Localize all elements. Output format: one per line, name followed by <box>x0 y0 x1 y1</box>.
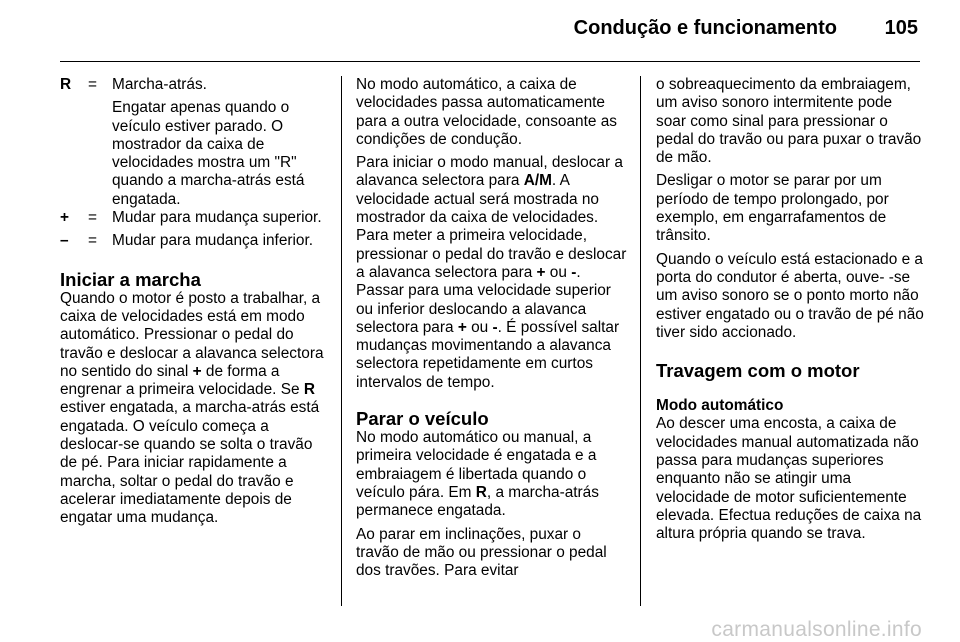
page-number: 105 <box>884 17 918 39</box>
stop-paragraph: No modo automático ou manual, a primeira velocidade é engatada e a embraiagem é libertada quando o veículo pára. Em R, a marcha-atrás permanece engatada. <box>356 429 599 520</box>
heading-start: Iniciar a marcha <box>60 268 201 290</box>
key-symbol: + <box>60 209 69 227</box>
key-equals: = <box>88 76 97 93</box>
start-paragraph: Quando o motor é posto a trabalhar, a caixa de velocidades está em modo automático. Pressionar o pedal do travão e deslocar a alavanca selectora no sentido do sinal + de forma a engrenar a primeira velocidade. Se R estiver engatada, a marcha-atrás está engatada. O veículo começa a deslocar-se quando se solta o travão de pé. Para iniciar rapidamente a marcha, soltar o pedal do travão e acelerar imediatamente depois de engatar uma mudança. <box>60 289 324 527</box>
column-2 <box>356 76 628 580</box>
key-description: Mudar para mudança superior. <box>112 209 322 227</box>
key-description: Marcha-atrás. <box>112 76 207 93</box>
parked-paragraph: Quando o veículo está estacionado e a porta do condutor é aberta, ouve- -se um aviso sonoro se o ponto morto não estiver engatado ou o travão de pé não tiver sido accionado. <box>656 250 924 341</box>
engine-off-paragraph: Desligar o motor se parar por um período de tempo prolongado, por exemplo, em engarrafamentos de trânsito. <box>656 172 889 245</box>
column-divider-2 <box>640 76 641 606</box>
key-symbol: R <box>60 76 72 93</box>
reverse-subtext: Engatar apenas quando o veículo estiver parado. O mostrador da caixa de velocidades mostra um "R" quando a marcha-atrás está engatada. <box>112 99 305 208</box>
key-equals: = <box>88 232 97 250</box>
auto-mode-paragraph: No modo automático, a caixa de velocidades passa automaticamente para a outra velocidade, consoante as condições de condução. <box>356 76 617 148</box>
key-row-r <box>60 76 328 94</box>
page-header <box>0 0 960 60</box>
column-divider-1 <box>341 76 342 606</box>
key-equals: = <box>88 209 97 227</box>
heading-stop: Parar o veículo <box>356 408 489 430</box>
manual-mode-paragraph: Para iniciar o modo manual, deslocar a alavanca selectora para A/M. A velocidade actual será mostrada no mostrador da caixa de velocidades. Para meter a primeira velocidade, pressionar o pedal do travão e deslocar a alavanca selectora para + ou -. Passar para uma velocidade superior ou inferior deslocando a alavanca selectora para + ou -. É possível saltar mudanças movimentando a alavanca selectora repetidamente em curtos intervalos de tempo. <box>356 154 627 391</box>
header-rule <box>60 61 920 62</box>
header-title: Condução e funcionamento <box>573 17 837 39</box>
heading-engine-braking: Travagem com o motor <box>656 360 860 382</box>
key-description: Mudar para mudança inferior. <box>112 232 314 250</box>
engine-braking-paragraph: Ao descer uma encosta, a caixa de velocidades manual automatizada não passa para mudanças superiores enquanto não se atingir uma velocidade de motor suficientemente elevada. Efectua reduções de caixa na altura própria quando se trava. <box>656 415 922 543</box>
column-3 <box>656 76 924 544</box>
column-1 <box>60 76 328 528</box>
slope-paragraph: Ao parar em inclinações, puxar o travão de mão ou pressionar o pedal dos travões. Para evitar <box>356 525 607 580</box>
watermark: carmanualsonline.info <box>711 618 922 641</box>
key-row-plus <box>60 209 328 227</box>
key-row-minus <box>60 232 328 250</box>
overheat-paragraph: o sobreaquecimento da embraiagem, um aviso sonoro intermitente pode soar como sinal para pressionar o pedal do travão ou para puxar o travão de mão. <box>656 76 922 167</box>
subheading-auto-mode: Modo automático <box>656 397 784 415</box>
key-symbol: – <box>60 232 69 250</box>
